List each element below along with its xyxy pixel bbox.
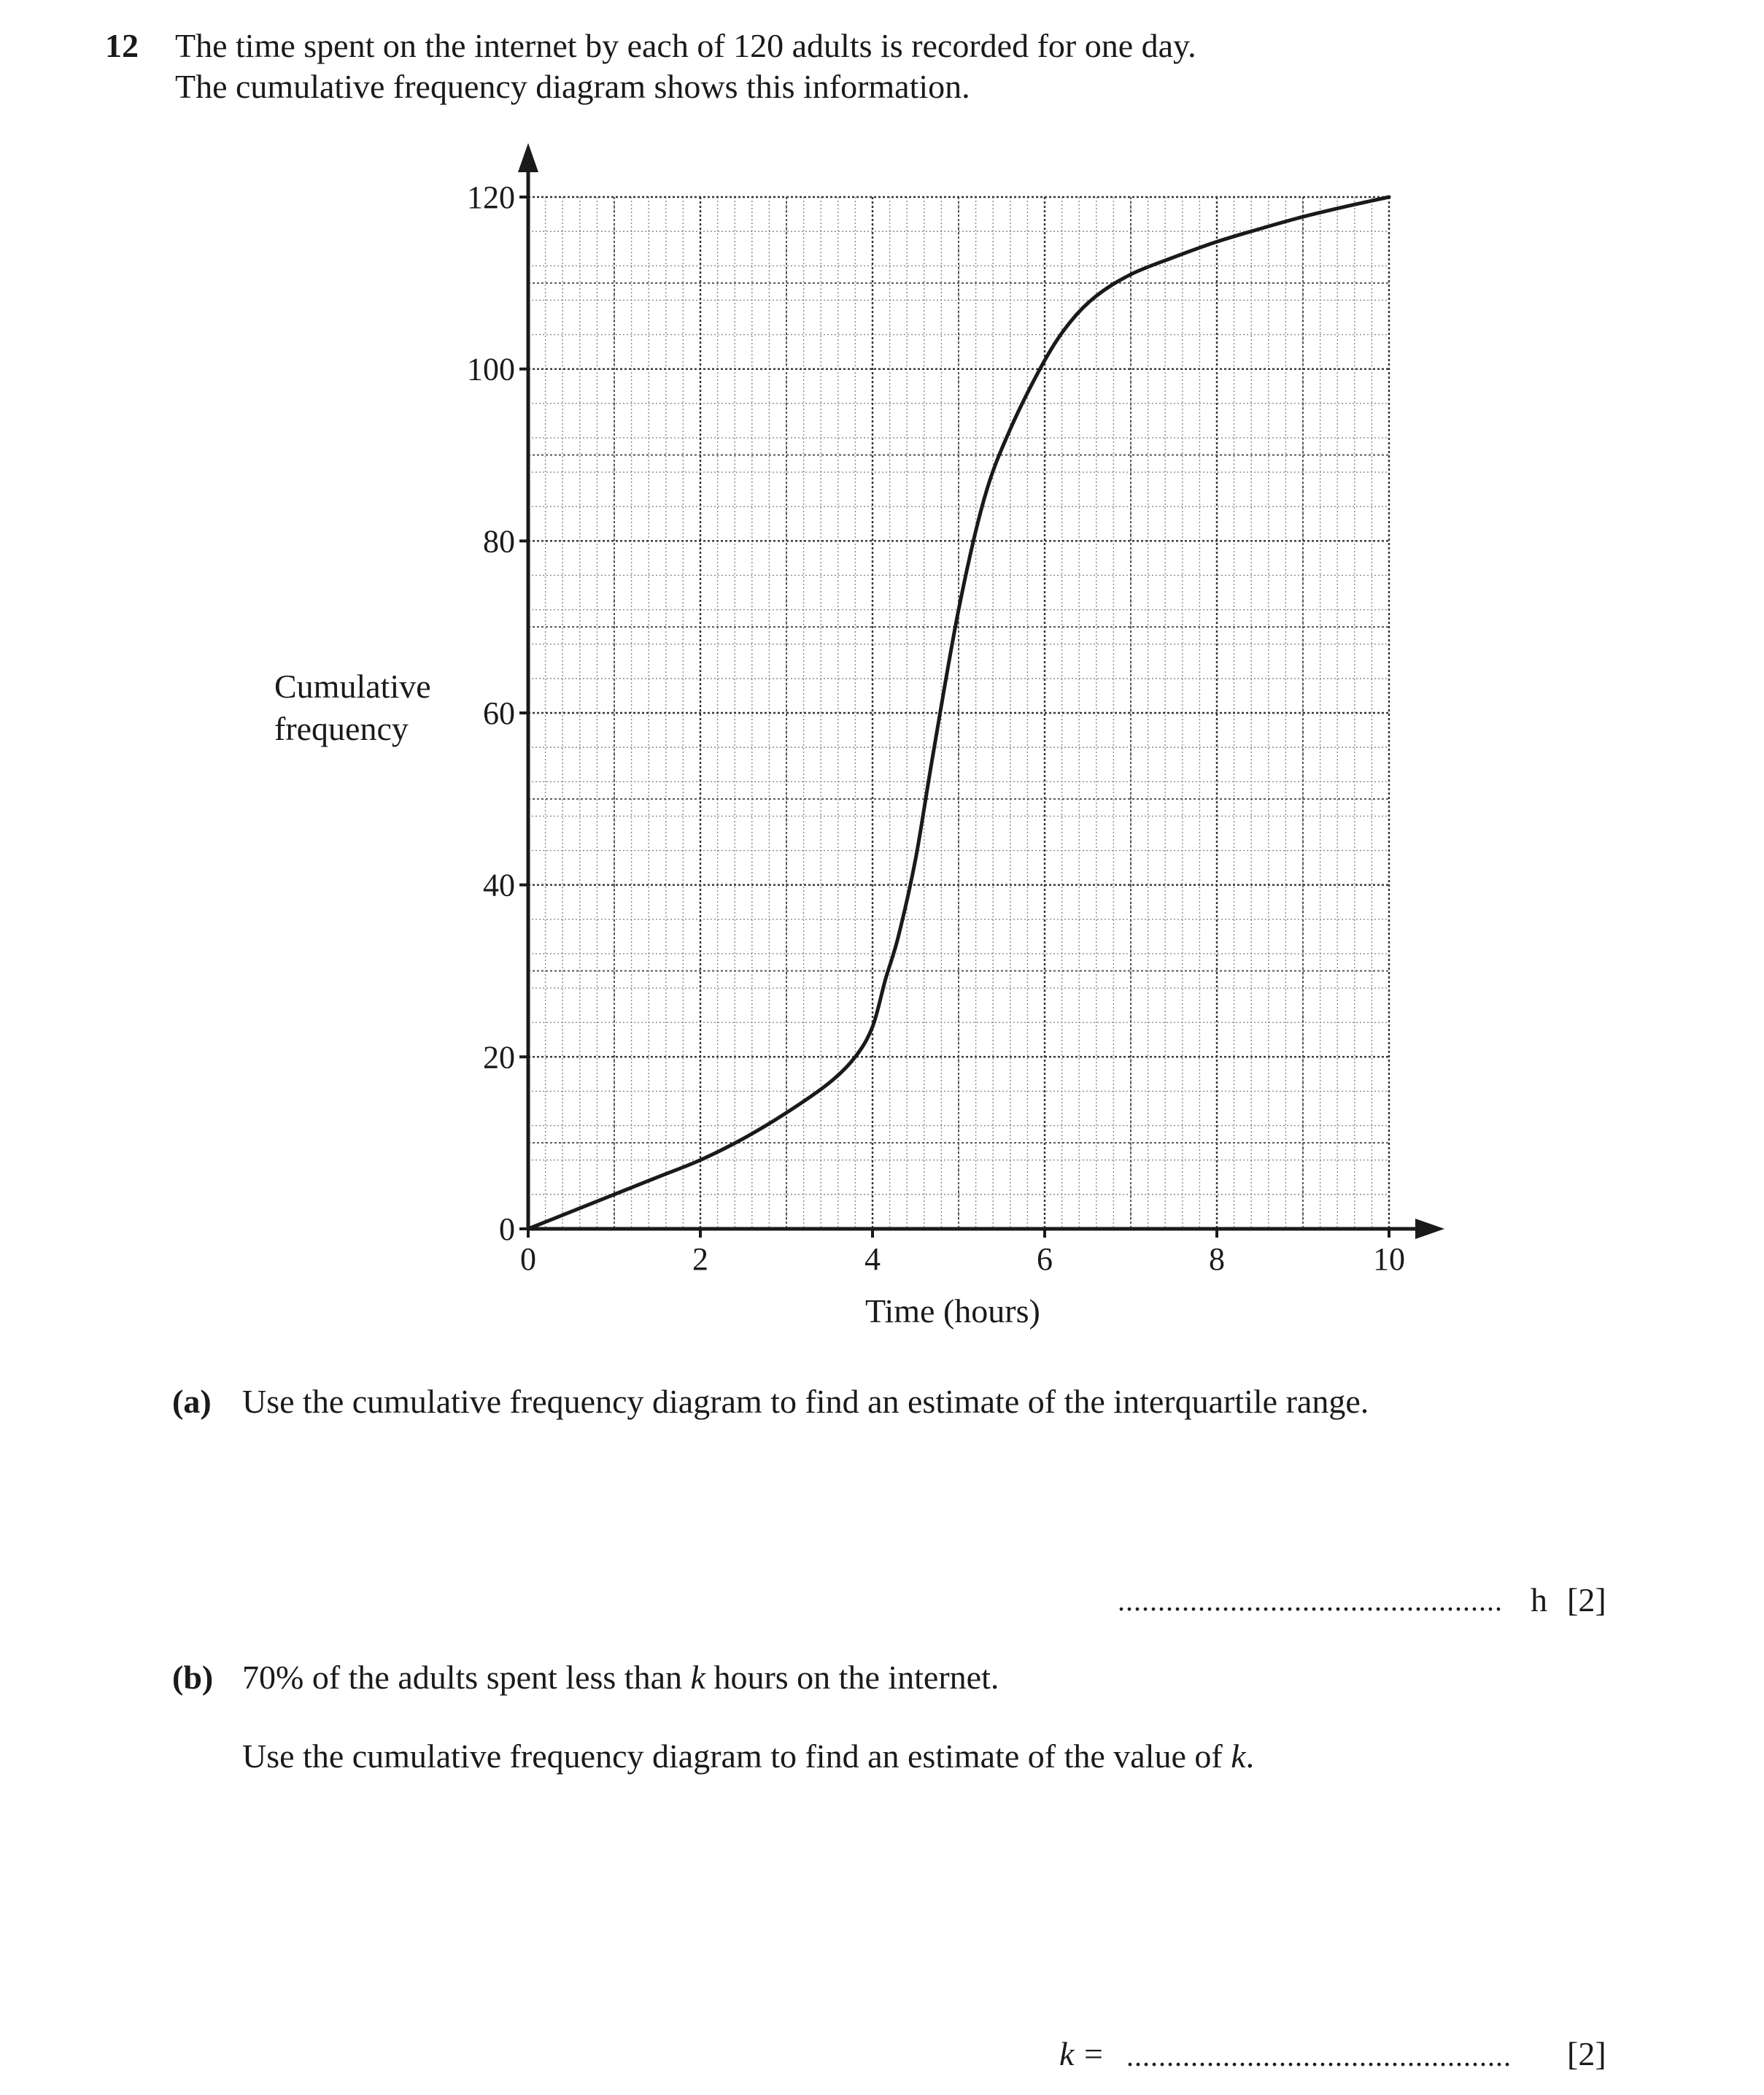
y-tick-label: 100 [467,351,515,387]
y-axis-label-line-1: Cumulative [274,668,431,705]
part-a-text: Use the cumulative frequency diagram to find an estimate of the interquartile range. [242,1383,1369,1420]
x-axis-label: Time (hours) [865,1292,1040,1330]
chart-grid-major [528,197,1389,1229]
part-b-text-line-2 [242,1737,1254,1775]
part-a-unit: h [1531,1581,1547,1618]
part-b-variable-k-2: k [1231,1737,1246,1775]
part-b-variable-k: k [690,1659,705,1696]
part-a-marks: [2] [1567,1581,1606,1618]
part-b-marks: [2] [1567,2035,1606,2072]
y-axis-label-line-2: frequency [274,710,409,747]
x-tick-label: 4 [864,1241,881,1277]
y-tick-label: 40 [483,867,515,903]
part-a-answer-line[interactable]: ................................................ [1118,1584,1503,1617]
question-intro-line-1: The time spent on the internet by each of 120 adults is recorded for one day. [175,27,1196,64]
y-tick-label: 0 [499,1211,515,1247]
y-tick-label: 20 [483,1039,515,1076]
chart-ticks [519,197,1389,1238]
x-tick-label: 6 [1037,1241,1053,1277]
x-tick-label: 0 [520,1241,536,1277]
part-b-text-line-1 [242,1658,999,1697]
question-number: 12 [105,27,139,64]
x-tick-label: 2 [692,1241,708,1277]
y-axis-arrow [518,143,538,172]
x-tick-label: 8 [1209,1241,1225,1277]
part-b-text-2a: Use the cumulative frequency diagram to find an estimate of the value of [242,1737,1231,1775]
x-tick-label: 10 [1373,1241,1405,1277]
x-axis-arrow [1415,1219,1444,1239]
part-b-text-1b: hours on the internet. [705,1659,999,1696]
part-b-answer-equals: = [1084,2035,1103,2072]
y-tick-label: 120 [467,180,515,215]
part-b-answer-variable: k [1059,2035,1075,2072]
y-tick-label: 80 [483,523,515,560]
y-tick-label: 60 [483,695,515,731]
part-b-text-2b: . [1245,1737,1255,1775]
part-a-label: (a) [172,1383,212,1420]
part-b-label: (b) [172,1659,214,1696]
question-intro-line-2: The cumulative frequency diagram shows this information. [175,68,970,105]
part-b-text-1a: 70% of the adults spent less than [242,1659,691,1696]
part-b-answer-line[interactable]: ................................................ [1126,2040,1512,2072]
chart-axes [518,143,1444,1239]
